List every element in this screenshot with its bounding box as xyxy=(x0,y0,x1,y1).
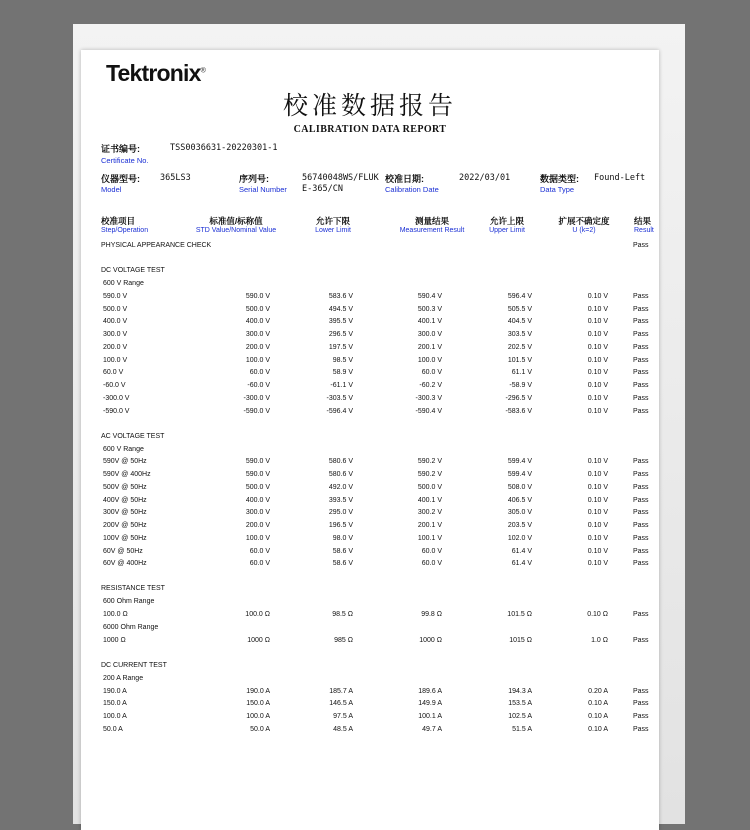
report-title-en: CALIBRATION DATA REPORT xyxy=(293,124,447,135)
table-cell: Pass xyxy=(633,356,649,364)
range-heading: 200 A Range xyxy=(103,674,144,682)
table-cell: 0.10 V xyxy=(587,305,608,313)
table-cell: 0.10 V xyxy=(587,458,608,466)
table-cell: -583.6 V xyxy=(505,407,532,415)
table-cell: 100.1 A xyxy=(418,713,442,720)
table-cell: 196.5 V xyxy=(328,522,353,529)
table-cell: 48.5 A xyxy=(333,725,353,733)
table-cell: 300.2 V xyxy=(417,509,442,517)
table-cell: Pass xyxy=(633,636,649,644)
report-page xyxy=(81,50,659,830)
table-cell: Pass xyxy=(633,534,649,542)
table-cell: -596.4 V xyxy=(326,407,353,415)
table-cell: -58.9 V xyxy=(509,382,532,389)
table-cell: 200.0 V xyxy=(245,343,270,351)
table-cell: 101.5 Ω xyxy=(507,611,532,618)
table-cell: 200.1 V xyxy=(417,522,442,529)
table-cell: Pass xyxy=(633,611,649,618)
serial-label-cn: 序列号: xyxy=(239,174,269,184)
table-cell: 203.5 V xyxy=(507,522,532,529)
table-cell: Pass xyxy=(633,700,649,708)
table-cell: 150.0 A xyxy=(246,700,270,708)
table-cell: 0.10 V xyxy=(587,407,608,415)
table-cell: -60.0 V xyxy=(247,382,270,389)
table-cell: 0.10 V xyxy=(587,356,608,364)
table-cell: 0.10 V xyxy=(587,509,608,517)
table-cell: 60.0 V xyxy=(421,547,442,555)
table-cell: 590V @ 400Hz xyxy=(103,471,151,478)
table-cell: 1000 Ω xyxy=(419,636,442,644)
table-cell: 97.5 A xyxy=(333,713,353,720)
model-label-cn: 仪器型号: xyxy=(101,174,140,184)
table-cell: 404.5 V xyxy=(507,318,532,326)
model-label-en: Model xyxy=(101,185,122,194)
table-cell: 0.10 V xyxy=(587,318,608,326)
col-header-measured-cn: 测量结果 xyxy=(414,216,450,226)
table-cell: Pass xyxy=(633,560,649,568)
table-cell: -300.0 V xyxy=(103,394,130,402)
col-header-std-en: STD Value/Nominal Value xyxy=(195,227,277,234)
table-cell: 100V @ 50Hz xyxy=(103,534,147,542)
table-cell: 61.4 V xyxy=(511,547,532,555)
result-cell: Pass xyxy=(633,242,649,249)
table-cell: -61.1 V xyxy=(330,382,353,389)
table-cell: Pass xyxy=(633,713,649,720)
table-cell: 100.1 V xyxy=(417,534,442,542)
col-header-result-en: Result xyxy=(634,227,654,234)
table-cell: 599.4 V xyxy=(507,471,532,478)
table-cell: 500.0 V xyxy=(245,305,270,313)
table-cell: Pass xyxy=(633,394,649,402)
table-cell: -590.0 V xyxy=(103,407,130,415)
table-cell: 61.1 V xyxy=(511,369,532,377)
table-cell: 300.0 V xyxy=(245,331,270,338)
table-cell: 0.10 V xyxy=(587,331,608,338)
table-cell: 395.5 V xyxy=(328,318,353,326)
table-cell: 580.6 V xyxy=(328,471,353,478)
col-header-result-cn: 结果 xyxy=(634,216,652,226)
table-cell: 1015 Ω xyxy=(509,636,532,644)
table-cell: Pass xyxy=(633,369,649,377)
table-cell: 60.0 V xyxy=(421,560,442,568)
table-cell: 406.5 V xyxy=(507,496,532,504)
table-cell: 0.10 V xyxy=(587,369,608,377)
table-cell: 0.10 V xyxy=(587,534,608,542)
table-cell: 58.6 V xyxy=(332,547,353,555)
table-cell: 300.0 V xyxy=(245,509,270,517)
table-cell: 197.5 V xyxy=(328,343,353,351)
table-cell: 0.10 V xyxy=(587,343,608,351)
table-cell: Pass xyxy=(633,547,649,555)
table-cell: -303.5 V xyxy=(326,394,353,402)
table-cell: 98.0 V xyxy=(332,534,353,542)
table-cell: Pass xyxy=(633,483,649,491)
table-cell: 100.0 V xyxy=(417,356,442,364)
table-cell: 492.0 V xyxy=(328,483,353,491)
serial-value-line1: 56740048WS/FLUK xyxy=(302,173,379,183)
table-cell: 190.0 A xyxy=(246,687,270,695)
table-cell: 500.0 V xyxy=(103,305,128,313)
tektronix-logo: Tektronix® xyxy=(106,60,205,86)
table-cell: 102.5 A xyxy=(508,713,532,720)
col-header-measured-en: Measurement Result xyxy=(399,227,465,234)
table-cell: Pass xyxy=(633,522,649,529)
table-cell: 303.5 V xyxy=(507,331,532,338)
table-cell: 0.10 V xyxy=(587,471,608,478)
table-cell: 500.0 V xyxy=(245,483,270,491)
table-cell: 58.9 V xyxy=(332,369,353,377)
section-heading: PHYSICAL APPEARANCE CHECK xyxy=(101,242,212,249)
table-cell: 200.1 V xyxy=(417,343,442,351)
table-cell: 393.5 V xyxy=(328,496,353,504)
table-cell: 295.0 V xyxy=(328,509,353,517)
table-cell: -60.2 V xyxy=(419,382,442,389)
table-cell: -60.0 V xyxy=(103,382,126,389)
table-cell: 0.10 V xyxy=(587,483,608,491)
table-cell: 590.2 V xyxy=(417,471,442,478)
certificate-number: TSS0036631-20220301-1 xyxy=(170,143,278,153)
table-cell: -300.3 V xyxy=(415,394,442,402)
table-cell: 194.3 A xyxy=(508,687,532,695)
table-cell: 60V @ 50Hz xyxy=(103,547,143,555)
table-cell: -590.4 V xyxy=(415,407,442,415)
table-cell: 50.0 A xyxy=(103,725,123,733)
table-cell: 200V @ 50Hz xyxy=(103,522,147,529)
table-cell: 99.8 Ω xyxy=(421,611,442,618)
table-cell: Pass xyxy=(633,496,649,504)
table-cell: 583.6 V xyxy=(328,292,353,300)
table-cell: 0.10 V xyxy=(587,560,608,568)
table-cell: 100.0 A xyxy=(246,713,270,720)
table-cell: 202.5 V xyxy=(507,343,532,351)
table-cell: Pass xyxy=(633,407,649,415)
table-cell: 49.7 A xyxy=(422,725,442,733)
table-cell: Pass xyxy=(633,292,649,300)
cal-date-value: 2022/03/01 xyxy=(459,173,511,183)
report-title-cn: 校准数据报告 xyxy=(282,91,457,120)
table-cell: 100.0 Ω xyxy=(103,611,128,618)
table-cell: 200.0 V xyxy=(103,343,128,351)
table-cell: 500.0 V xyxy=(417,483,442,491)
table-cell: 0.10 V xyxy=(587,496,608,504)
data-type-label-cn: 数据类型: xyxy=(540,174,579,184)
table-cell: 590.4 V xyxy=(417,292,442,300)
table-cell: 61.4 V xyxy=(511,560,532,568)
table-cell: 400.0 V xyxy=(245,318,270,326)
table-cell: 0.10 V xyxy=(587,547,608,555)
table-cell: 101.5 V xyxy=(507,356,532,364)
table-cell: 200.0 V xyxy=(245,522,270,529)
serial-value-line2: E-365/CN xyxy=(302,184,343,194)
table-cell: 100.0 A xyxy=(103,713,127,720)
table-cell: 300V @ 50Hz xyxy=(103,509,147,517)
table-cell: 985 Ω xyxy=(334,636,353,644)
table-cell: 1.0 Ω xyxy=(591,636,608,644)
table-cell: 400.0 V xyxy=(103,318,128,326)
table-cell: -590.0 V xyxy=(243,407,270,415)
table-cell: 590.0 V xyxy=(103,292,128,300)
table-cell: 100.0 V xyxy=(245,534,270,542)
table-cell: 494.5 V xyxy=(328,305,353,313)
table-cell: Pass xyxy=(633,305,649,313)
table-cell: 58.6 V xyxy=(332,560,353,568)
col-header-step-en: Step/Operation xyxy=(101,227,149,234)
table-cell: 189.6 A xyxy=(418,687,442,695)
table-cell: 100.0 Ω xyxy=(245,611,270,618)
table-cell: 98.5 Ω xyxy=(332,611,353,618)
table-cell: 400.1 V xyxy=(417,318,442,326)
serial-label-en: Serial Number xyxy=(239,185,287,194)
table-cell: 190.0 A xyxy=(103,687,127,695)
table-cell: 100.0 V xyxy=(103,356,128,364)
col-header-uncertainty-cn: 扩展不确定度 xyxy=(558,216,610,226)
col-header-std-cn: 标准值/标称值 xyxy=(209,216,263,226)
table-cell: 60.0 V xyxy=(103,369,124,377)
table-cell: -296.5 V xyxy=(505,394,532,402)
section-heading: AC VOLTAGE TEST xyxy=(101,432,165,440)
col-header-lower-cn: 允许下限 xyxy=(315,216,351,226)
table-cell: 0.10 V xyxy=(587,382,608,389)
table-cell: 500.3 V xyxy=(417,305,442,313)
table-cell: Pass xyxy=(633,343,649,351)
table-cell: 400V @ 50Hz xyxy=(103,496,147,504)
table-cell: 300.0 V xyxy=(417,331,442,338)
table-cell: 580.6 V xyxy=(328,458,353,466)
table-cell: 0.10 Ω xyxy=(587,611,608,618)
table-cell: 0.10 A xyxy=(588,725,608,733)
table-cell: 0.10 V xyxy=(587,522,608,529)
table-cell: 0.20 A xyxy=(588,687,608,695)
table-cell: Pass xyxy=(633,331,649,338)
range-heading: 6000 Ohm Range xyxy=(103,624,159,631)
table-cell: 590.0 V xyxy=(245,292,270,300)
table-cell: 590V @ 50Hz xyxy=(103,458,147,466)
table-cell: 51.5 A xyxy=(512,725,532,733)
range-heading: 600 V Range xyxy=(103,280,144,287)
table-cell: Pass xyxy=(633,382,649,389)
data-type-value: Found-Left xyxy=(594,173,646,183)
table-cell: 1000 Ω xyxy=(247,636,270,644)
table-cell: 0.10 V xyxy=(587,292,608,300)
table-cell: 590.0 V xyxy=(245,458,270,466)
table-cell: 60V @ 400Hz xyxy=(103,560,147,568)
table-cell: 146.5 A xyxy=(329,700,353,708)
table-cell: Pass xyxy=(633,458,649,466)
table-cell: 305.0 V xyxy=(507,509,532,517)
section-heading: DC VOLTAGE TEST xyxy=(101,267,165,274)
cal-date-label-cn: 校准日期: xyxy=(385,174,424,184)
col-header-uncertainty-en: U (k=2) xyxy=(572,227,596,234)
table-cell: 153.5 A xyxy=(508,700,532,708)
table-cell: 0.10 V xyxy=(587,394,608,402)
table-cell: 505.5 V xyxy=(507,305,532,313)
table-cell: 296.5 V xyxy=(328,331,353,338)
table-cell: 400.0 V xyxy=(245,496,270,504)
table-cell: Pass xyxy=(633,318,649,326)
table-cell: 400.1 V xyxy=(417,496,442,504)
section-heading: DC CURRENT TEST xyxy=(101,661,167,669)
table-cell: 590.0 V xyxy=(245,471,270,478)
col-header-upper-en: Upper Limit xyxy=(489,227,525,234)
table-cell: 60.0 V xyxy=(249,369,270,377)
data-type-label-en: Data Type xyxy=(540,185,575,194)
table-cell: 500V @ 50Hz xyxy=(103,483,147,491)
model-value: 365LS3 xyxy=(160,173,191,183)
table-cell: 150.0 A xyxy=(103,700,127,708)
table-cell: -300.0 V xyxy=(243,394,270,402)
table-cell: 185.7 A xyxy=(329,687,353,695)
table-cell: 0.10 A xyxy=(588,700,608,708)
table-cell: 596.4 V xyxy=(507,292,532,300)
range-heading: 600 V Range xyxy=(103,445,144,453)
table-cell: 98.5 V xyxy=(332,356,353,364)
col-header-step-cn: 校准项目 xyxy=(101,216,136,226)
table-cell: 102.0 V xyxy=(507,534,532,542)
table-cell: 508.0 V xyxy=(507,483,532,491)
certificate-label-en: Certificate No. xyxy=(101,156,149,165)
table-cell: 60.0 V xyxy=(249,560,270,568)
table-cell: 599.4 V xyxy=(507,458,532,466)
table-cell: 50.0 A xyxy=(250,725,270,733)
certificate-label-cn: 证书编号: xyxy=(101,144,140,154)
table-cell: Pass xyxy=(633,471,649,478)
table-cell: 60.0 V xyxy=(421,369,442,377)
col-header-upper-cn: 允许上限 xyxy=(489,216,525,226)
col-header-lower-en: Lower Limit xyxy=(315,227,351,234)
table-cell: 100.0 V xyxy=(245,356,270,364)
cal-date-label-en: Calibration Date xyxy=(385,185,439,194)
table-cell: 60.0 V xyxy=(249,547,270,555)
table-cell: Pass xyxy=(633,687,649,695)
table-cell: 1000 Ω xyxy=(103,636,126,644)
table-cell: 300.0 V xyxy=(103,331,128,338)
table-cell: Pass xyxy=(633,509,649,517)
table-cell: 0.10 A xyxy=(588,713,608,720)
table-cell: Pass xyxy=(633,725,649,733)
section-heading: RESISTANCE TEST xyxy=(101,585,165,593)
table-cell: 590.2 V xyxy=(417,458,442,466)
range-heading: 600 Ohm Range xyxy=(103,598,155,606)
table-cell: 149.9 A xyxy=(418,700,442,708)
